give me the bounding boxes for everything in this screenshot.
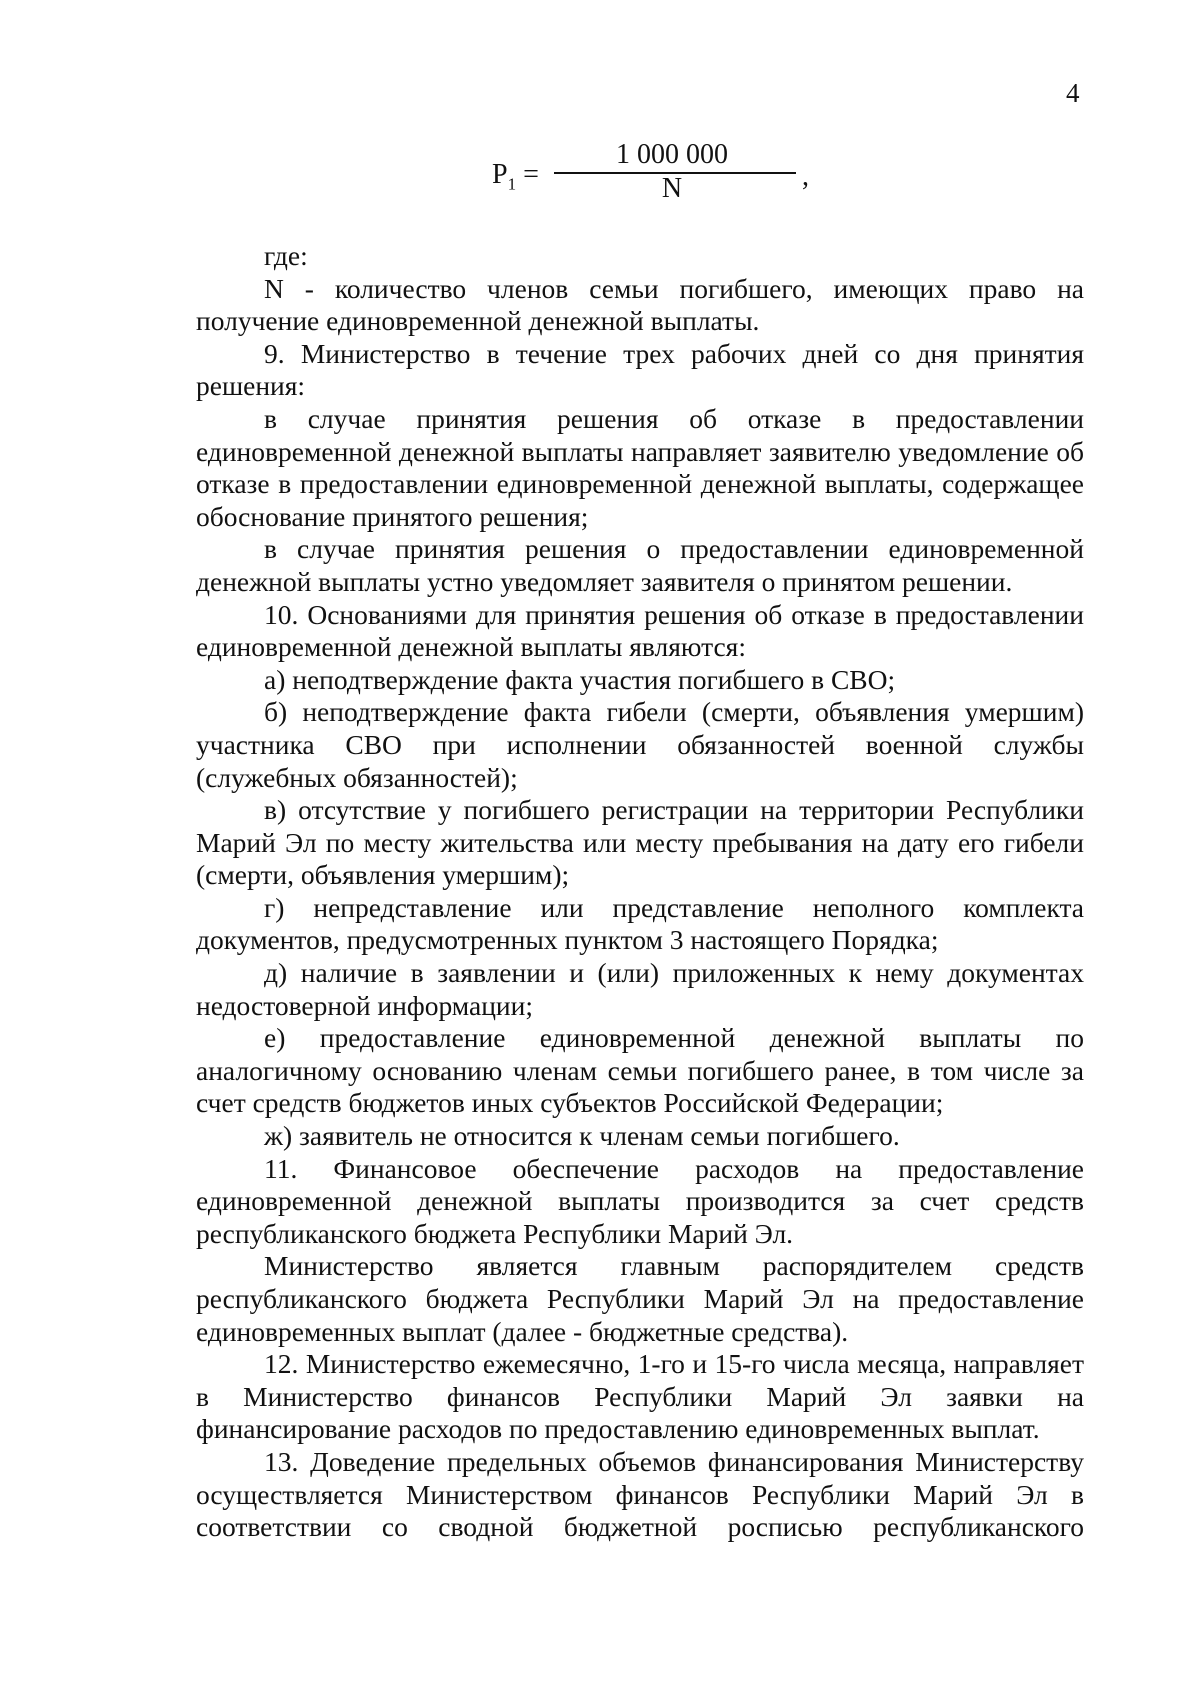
paragraph-10-b: б) неподтверждение факта гибели (смерти, объявления умершим) участника СВО при исполнении обязанностей военной службы (служебных обязанностей); xyxy=(196,696,1084,793)
paragraph-10-g: г) непредставление или представление неполного комплекта документов, предусмотренных пунктом 3 настоящего Порядка; xyxy=(196,891,1084,956)
formula-lhs-subscript: 1 xyxy=(507,174,517,194)
paragraph-9-refusal: в случае принятия решения об отказе в предоставлении единовременной денежной выплаты направляет заявителю уведомление об отказе в предоставлении единовременной денежной выплаты, содержащее обоснование принятого решения; xyxy=(196,402,1084,532)
paragraph-10-v: в) отсутствие у погибшего регистрации на территории Республики Марий Эл по месту жительства или месту пребывания на дату его гибели (смерти, объявления умершим); xyxy=(196,794,1084,891)
paragraph-9: 9. Министерство в течение трех рабочих дней со дня принятия решения: xyxy=(196,337,1084,402)
paragraph-11: 11. Финансовое обеспечение расходов на предоставление единовременной денежной выплаты производится за счет средств республиканского бюджета Республики Марий Эл. xyxy=(196,1152,1084,1249)
paragraph-13: 13. Доведение предельных объемов финансирования Министерству осуществляется Министерством финансов Республики Марий Эл в соответствии со сводной бюджетной росписью республиканского xyxy=(196,1445,1084,1543)
paragraph-10-d: д) наличие в заявлении и (или) приложенных к нему документах недостоверной информации; xyxy=(196,957,1084,1021)
formula-lhs-symbol: P xyxy=(492,159,508,190)
formula-trailing-comma: , xyxy=(802,161,809,192)
paragraph-12: 12. Министерство ежемесячно, 1-го и 15-го числа месяца, направляет в Министерство финансов Республики Марий Эл заявки на финансирование расходов по предоставлению единовременных выплат. xyxy=(196,1348,1084,1445)
paragraph-10-zh: ж) заявитель не относится к членам семьи погибшего. xyxy=(264,1120,900,1152)
formula-numerator: 1 000 000 xyxy=(616,139,728,170)
paragraph-10: 10. Основаниями для принятия решения об отказе в предоставлении единовременной денежной выплаты являются: xyxy=(196,598,1084,663)
formula-denominator: N xyxy=(661,173,683,204)
formula-equals: = xyxy=(523,159,539,190)
paragraph-10-e: е) предоставление единовременной денежной выплаты по аналогичному основанию членам семьи погибшего ранее, в том числе за счет средств бюджетов иных субъектов Российской Федерации; xyxy=(196,1022,1084,1119)
formula-lhs xyxy=(492,160,539,200)
page-number: 4 xyxy=(1066,78,1080,108)
paragraph-where: где: xyxy=(264,240,308,271)
paragraph-n-definition: N - количество членов семьи погибшего, имеющих право на получение единовременной денежной выплаты. xyxy=(196,272,1084,337)
paragraph-10-a: а) неподтверждение факта участия погибшего в СВО; xyxy=(264,663,896,695)
paragraph-9-grant: в случае принятия решения о предоставлении единовременной денежной выплаты устно уведомляет заявителя о принятом решении. xyxy=(196,533,1084,597)
paragraph-11-ministry: Министерство является главным распорядителем средств республиканского бюджета Республики Марий Эл на предоставление единовременных выплат (далее - бюджетные средства). xyxy=(196,1250,1084,1347)
document-body xyxy=(196,240,1084,1544)
